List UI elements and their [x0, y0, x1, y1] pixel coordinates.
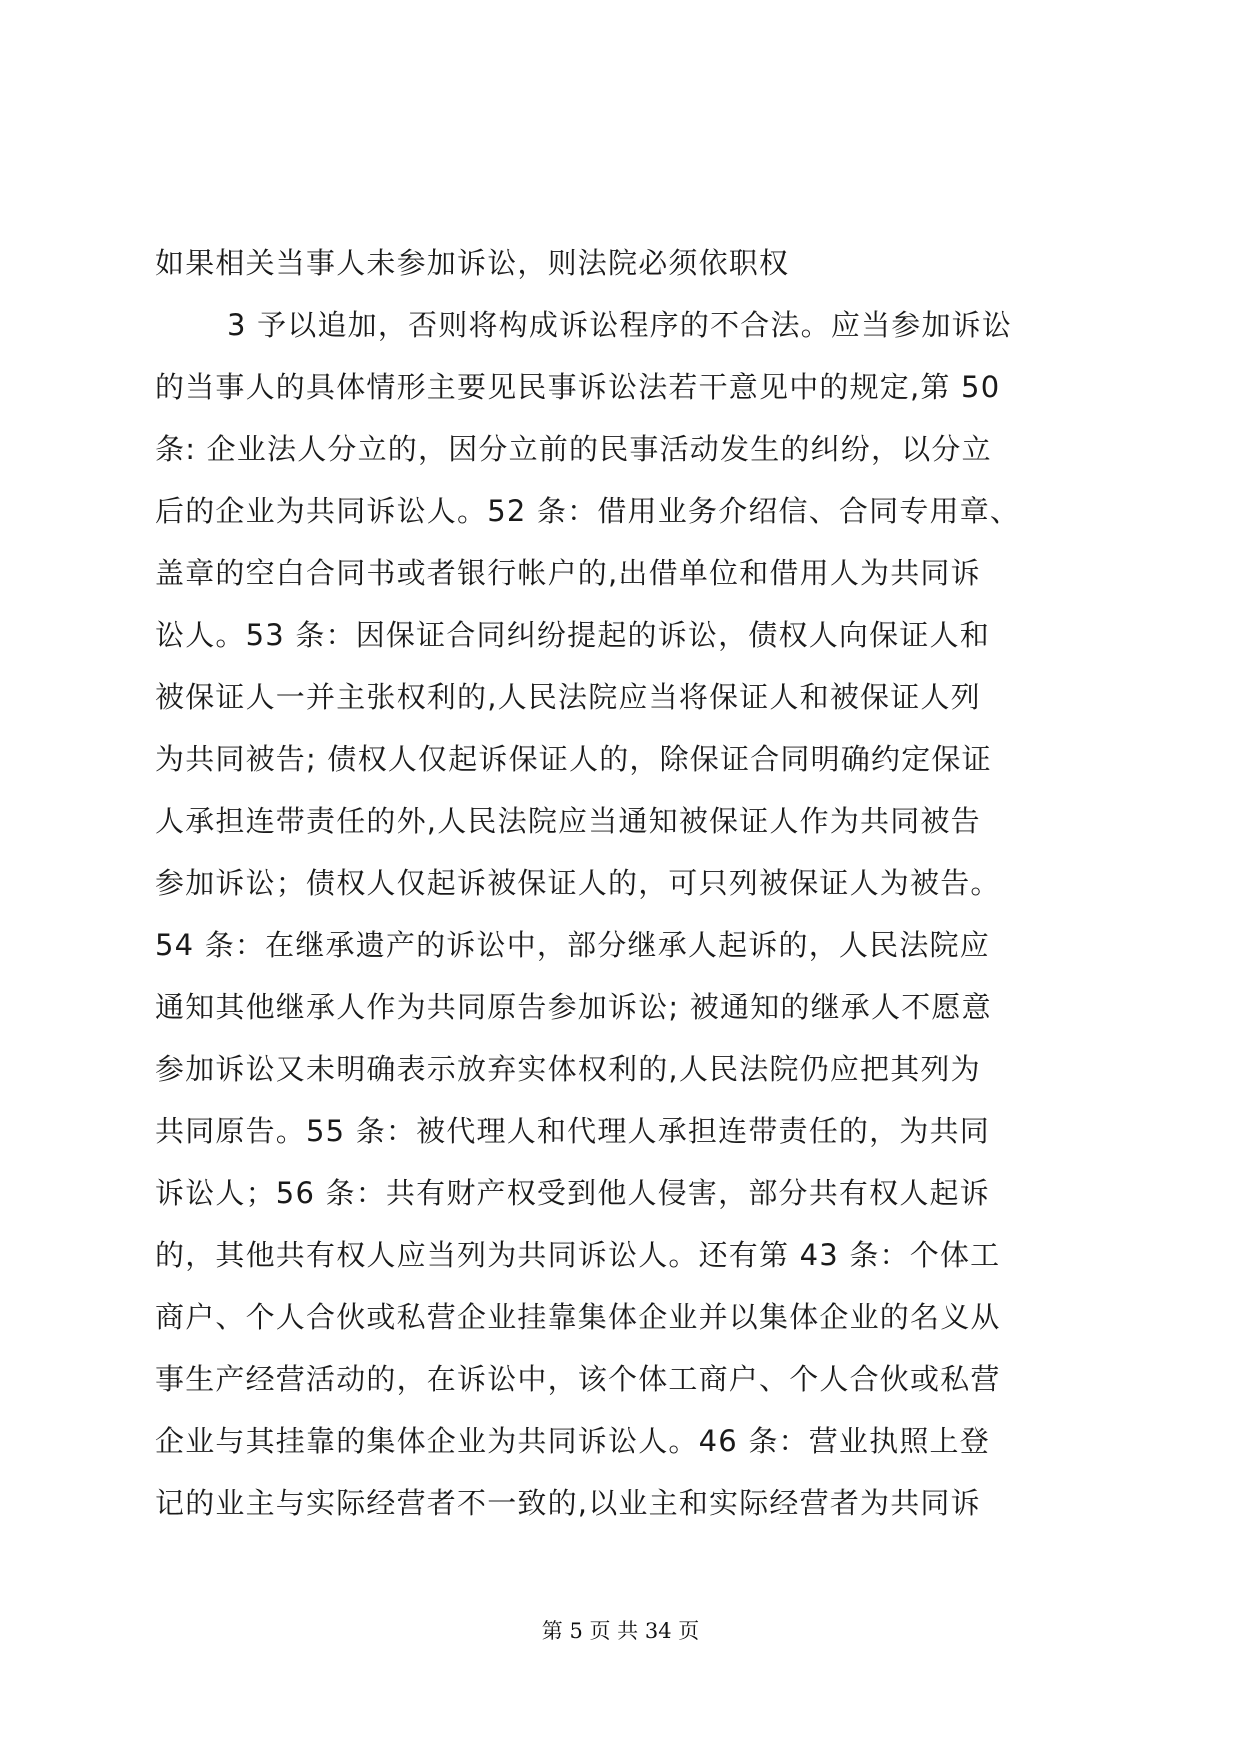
text-line: 参加诉讼；债权人仅起诉被保证人的，可只列被保证人为被告。	[155, 866, 1001, 900]
text-line: 人承担连带责任的外,人民法院应当通知被保证人作为共同被告	[155, 804, 981, 838]
text-line: 商户、个人合伙或私营企业挂靠集体企业并以集体企业的名义从	[155, 1300, 1001, 1334]
text-line: 讼人。53 条：因保证合同纠纷提起的诉讼，债权人向保证人和	[155, 618, 990, 652]
text-line: 如果相关当事人未参加诉讼，则法院必须依职权	[155, 246, 790, 280]
text-line: 诉讼人；56 条：共有财产权受到他人侵害，部分共有权人起诉	[155, 1176, 990, 1210]
body-text	[155, 232, 1095, 1534]
text-line: 通知其他继承人作为共同原告参加诉讼; 被通知的继承人不愿意	[155, 990, 992, 1024]
text-line: 后的企业为共同诉讼人。52 条：借用业务介绍信、合同专用章、	[155, 494, 1021, 528]
page-number-footer: 第 5 页 共 34 页	[541, 1619, 700, 1643]
text-line: 的，其他共有权人应当列为共同诉讼人。还有第 43 条：个体工	[155, 1238, 1001, 1272]
text-line: 为共同被告; 债权人仅起诉保证人的，除保证合同明确约定保证	[155, 742, 992, 776]
text-line: 参加诉讼又未明确表示放弃实体权利的,人民法院仍应把其列为	[155, 1052, 981, 1086]
text-line: 的当事人的具体情形主要见民事诉讼法若干意见中的规定,第 50	[155, 370, 1001, 404]
text-line: 共同原告。55 条：被代理人和代理人承担连带责任的，为共同	[155, 1114, 990, 1148]
text-line: 记的业主与实际经营者不一致的,以业主和实际经营者为共同诉	[155, 1486, 981, 1520]
text-line: 盖章的空白合同书或者银行帐户的,出借单位和借用人为共同诉	[155, 556, 981, 590]
text-line: 条: 企业法人分立的，因分立前的民事活动发生的纠纷，以分立	[155, 432, 992, 466]
text-line: 54 条：在继承遗产的诉讼中，部分继承人起诉的，人民法院应	[155, 928, 990, 962]
text-line: 企业与其挂靠的集体企业为共同诉讼人。46 条：营业执照上登	[155, 1424, 990, 1458]
text-line: 事生产经营活动的，在诉讼中，该个体工商户、个人合伙或私营	[155, 1362, 1001, 1396]
text-line: 被保证人一并主张权利的,人民法院应当将保证人和被保证人列	[155, 680, 981, 714]
text-line: 3 予以追加，否则将构成诉讼程序的不合法。应当参加诉讼	[227, 308, 1013, 342]
